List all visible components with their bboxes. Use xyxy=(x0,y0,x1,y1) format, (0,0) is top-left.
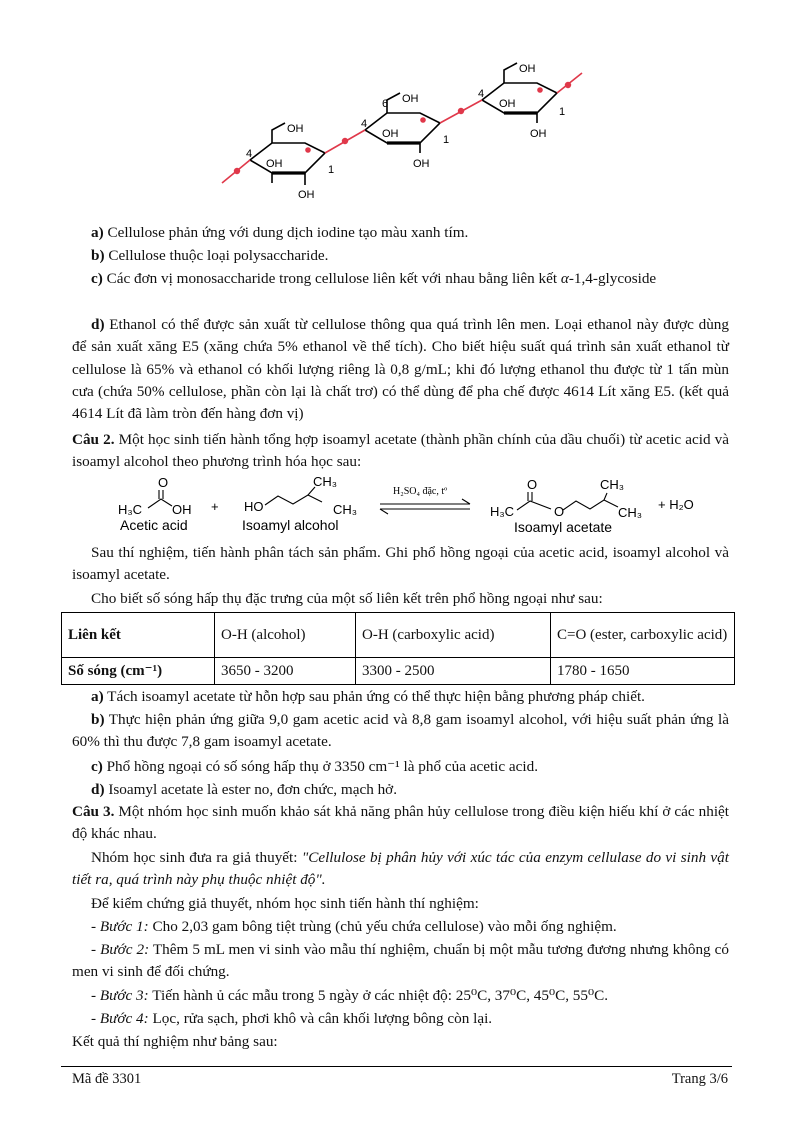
q3-result-intro xyxy=(72,1031,729,1053)
q3-step-4-text: Lọc, rửa sạch, phơi khô và cân khối lượng bông còn lại. xyxy=(148,1010,493,1027)
q2-d-text: Isoamyl acetate là ester no, đơn chức, mạch hở. xyxy=(104,781,398,798)
q2-statement-b xyxy=(72,709,729,754)
table-row xyxy=(62,613,735,658)
q3-step-1 xyxy=(72,916,729,938)
table-header-cell xyxy=(356,613,551,658)
table-header-text: Liên kết xyxy=(68,627,121,643)
svg-text:Isoamyl acetate: Isoamyl acetate xyxy=(514,519,613,535)
svg-text:HO: HO xyxy=(244,499,264,514)
q2-statement-c xyxy=(72,756,729,778)
svg-text:OH: OH xyxy=(499,98,516,110)
table-cell xyxy=(356,658,551,685)
q2-after xyxy=(72,542,729,587)
q3-intro xyxy=(72,801,729,846)
svg-text:H₃C: H₃C xyxy=(118,502,143,517)
svg-text:OH: OH xyxy=(382,128,399,140)
q2-statement-a xyxy=(72,686,729,708)
table-header-text: O-H (alcohol) xyxy=(221,627,306,643)
svg-text:OH: OH xyxy=(172,502,192,517)
svg-text:+ H₂O: + H₂O xyxy=(658,497,694,512)
q3-hypothesis-lead: Nhóm học sinh đưa ra giả thuyết: xyxy=(91,849,302,866)
svg-text:OH: OH xyxy=(287,123,304,135)
table-header-text: O-H (carboxylic acid) xyxy=(362,627,495,643)
svg-text:O: O xyxy=(158,475,169,490)
svg-text:H₃C: H₃C xyxy=(490,504,515,519)
svg-text:OH: OH xyxy=(298,189,315,201)
svg-text:OH: OH xyxy=(266,158,283,170)
q2-intro xyxy=(72,429,729,474)
q1-a-text: Cellulose phản ứng với dung dịch iodine tạo màu xanh tím. xyxy=(103,224,469,241)
svg-text:CH₃: CH₃ xyxy=(333,502,358,517)
svg-text:OH: OH xyxy=(519,63,536,75)
q1-statement-c xyxy=(72,268,729,290)
svg-text:CH₃: CH₃ xyxy=(618,505,643,520)
svg-text:Isoamyl alcohol: Isoamyl alcohol xyxy=(242,517,339,533)
q2-b-text: Thực hiện phản ứng giữa 9,0 gam acetic acid và 8,8 gam isoamyl alcohol, với hiệu suất phản ứng là 60% thì thu được 7,8 gam isoamyl acetate. xyxy=(72,711,729,751)
q1-d-text: Ethanol có thể được sản xuất từ cellulose thông qua quá trình lên men. Loại ethanol này được dùng để sản xuất xăng E5 (xăng chứa 5% ethanol về thể tích). Cho biết hiệu suất quá trình sản xuất ethanol từ cellulose là 65% và ethanol có khối lượng riêng là 0,8 g/mL; khi đó lượng ethanol thu được từ 1 tấn mùn cưa (chứa 50% cellulose, phần còn lại là chất trơ) có thể dùng để pha chế được 4614 Lít xăng E5. (kết quả 4614 Lít đã làm tròn đến hàng đơn vị) xyxy=(72,316,729,423)
q2-intro-text: Một học sinh tiến hành tổng hợp isoamyl acetate (thành phần chính của dầu chuối) từ acetic acid và isoamyl alcohol theo phương trình hóa học sau: xyxy=(72,431,729,471)
q1-b-label: b) xyxy=(91,247,105,264)
q2-table-intro-text: Cho biết số sóng hấp thụ đặc trưng của một số liên kết trên phổ hồng ngoại như sau: xyxy=(91,590,603,607)
q2-b-label: b) xyxy=(91,711,105,728)
q3-step-3-text: Tiến hành ủ các mẫu trong 5 ngày ở các nhiệt độ: 25⁰C, 37⁰C, 45⁰C, 55⁰C. xyxy=(148,987,608,1004)
q2-table-intro xyxy=(72,588,729,610)
page-number: Trang 3/6 xyxy=(671,1071,728,1087)
q3-hypothesis xyxy=(72,847,729,892)
svg-text:4: 4 xyxy=(361,118,368,130)
svg-text:1: 1 xyxy=(443,134,450,146)
table-header-text: C=O (ester, carboxylic acid) xyxy=(557,627,728,643)
q3-step-3-label: - Bước 3: xyxy=(91,987,149,1004)
table-row-label: Số sóng (cm⁻¹) xyxy=(68,663,163,679)
q1-statement-d xyxy=(72,314,729,425)
q1-c-label: c) xyxy=(91,270,103,287)
svg-text:+: + xyxy=(211,499,219,514)
q1-a-label: a) xyxy=(91,224,104,241)
q3-verify-text: Để kiểm chứng giả thuyết, nhóm học sinh tiến hành thí nghiệm: xyxy=(91,895,479,912)
q3-step-1-label: - Bước 1: xyxy=(91,918,149,935)
q3-title: Câu 3. xyxy=(72,803,115,820)
table-header-cell xyxy=(551,613,735,658)
q2-title: Câu 2. xyxy=(72,431,115,448)
q1-c-text-1: Các đơn vị monosaccharide trong cellulose liên kết với nhau bằng liên kết xyxy=(102,270,561,287)
table-header-cell xyxy=(62,613,215,658)
svg-text:4: 4 xyxy=(478,88,485,100)
svg-text:OH: OH xyxy=(402,93,419,105)
q1-statement-b xyxy=(72,245,729,267)
svg-text:OH: OH xyxy=(413,158,430,170)
exam-code: Mã đề 3301 xyxy=(72,1071,142,1087)
table-row xyxy=(62,658,735,685)
table-cell xyxy=(551,658,735,685)
q3-step-2 xyxy=(72,939,729,984)
ir-wavenumber-table xyxy=(61,612,735,685)
svg-text:OH: OH xyxy=(530,128,547,140)
q2-d-label: d) xyxy=(91,781,105,798)
q3-result-text: Kết quả thí nghiệm như bảng sau: xyxy=(72,1033,278,1050)
q3-step-3 xyxy=(72,985,729,1007)
table-header-cell xyxy=(215,613,356,658)
q2-a-text: Tách isoamyl acetate từ hỗn hợp sau phản ứng có thể thực hiện bằng phương pháp chiết. xyxy=(103,688,645,705)
q3-step-2-text: Thêm 5 mL men vi sinh vào mẫu thí nghiệm, chuẩn bị một mẫu tương đương nhưng không có men vi sinh để đối chứng. xyxy=(72,941,729,981)
svg-text:O: O xyxy=(527,477,538,492)
svg-text:6: 6 xyxy=(382,98,389,110)
table-cell xyxy=(62,658,215,685)
footer-divider xyxy=(61,1066,732,1067)
svg-text:H₂SO₄ đặc, tº: H₂SO₄ đặc, tº xyxy=(393,486,448,497)
svg-text:Acetic acid: Acetic acid xyxy=(120,517,188,533)
svg-text:CH₃: CH₃ xyxy=(600,477,625,492)
table-cell-value: 3650 - 3200 xyxy=(221,663,294,679)
q1-c-alpha: α xyxy=(560,270,569,287)
q1-statement-a xyxy=(72,222,729,244)
q3-hypothesis-text: "Cellulose bị phân hủy với xúc tác của enzym cellulase do vi sinh vật tiết ra, quá trình này phụ thuộc nhiệt độ". xyxy=(72,849,729,889)
q3-step-4-label: - Bước 4: xyxy=(91,1010,149,1027)
esterification-reaction-scheme xyxy=(110,472,710,538)
q3-step-4 xyxy=(72,1008,729,1030)
cellulose-structure-figure xyxy=(210,55,600,205)
table-cell-value: 3300 - 2500 xyxy=(362,663,435,679)
q1-b-text: Cellulose thuộc loại polysaccharide. xyxy=(104,247,329,264)
svg-text:O: O xyxy=(554,504,565,519)
q1-c-text-2: -1,4-glycoside xyxy=(568,270,657,287)
q2-a-label: a) xyxy=(91,688,104,705)
q2-after-text: Sau thí nghiệm, tiến hành phân tách sản phẩm. Ghi phổ hồng ngoại của acetic acid, isoamyl alcohol và isoamyl acetate. xyxy=(72,544,729,584)
svg-text:1: 1 xyxy=(559,106,566,118)
svg-text:4: 4 xyxy=(246,148,253,160)
table-cell-value: 1780 - 1650 xyxy=(557,663,630,679)
q3-intro-text: Một nhóm học sinh muốn khảo sát khả năng phân hủy cellulose trong điều kiện hiếu khí ở các nhiệt độ khác nhau. xyxy=(72,803,729,843)
q3-step-1-text: Cho 2,03 gam bông tiệt trùng (chủ yếu chứa cellulose) vào mỗi ống nghiệm. xyxy=(148,918,617,935)
q3-step-2-label: - Bước 2: xyxy=(91,941,150,958)
table-cell xyxy=(215,658,356,685)
q1-d-label: d) xyxy=(91,316,105,333)
q2-statement-d xyxy=(72,779,729,801)
svg-text:1: 1 xyxy=(328,164,335,176)
svg-text:CH₃: CH₃ xyxy=(313,474,338,489)
q3-verify xyxy=(72,893,729,915)
q2-c-text: Phổ hồng ngoại có số sóng hấp thụ ở 3350 cm⁻¹ là phổ của acetic acid. xyxy=(102,758,539,775)
q2-c-label: c) xyxy=(91,758,103,775)
